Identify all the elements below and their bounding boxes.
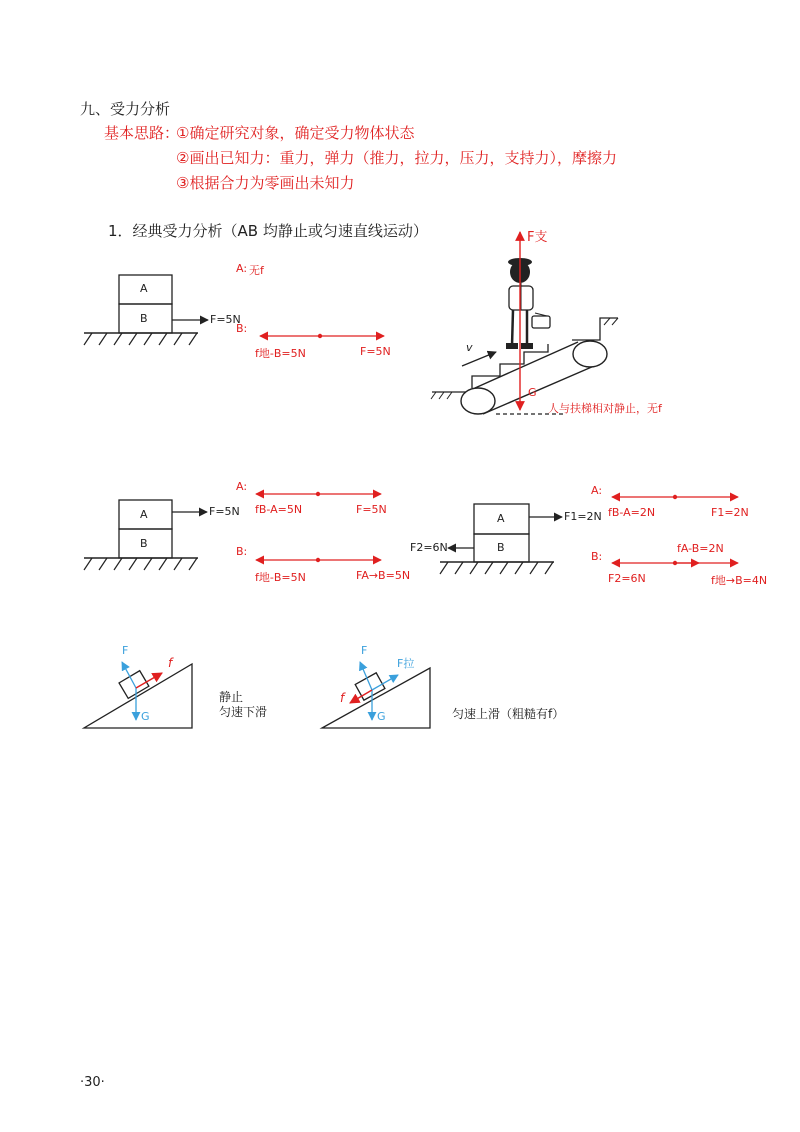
d3-b-left-force: F2=6N [608, 572, 646, 585]
escalator-velocity: v [466, 341, 473, 354]
incline2-caption: 匀速上滑（粗糙有f） [452, 707, 565, 721]
incline1-caption-line1: 静止 [219, 690, 244, 704]
d2-block-b-label: B [140, 537, 148, 550]
page-number: ·30· [80, 1075, 105, 1090]
escalator-illustration [431, 258, 618, 414]
incline2-support-label: F [361, 644, 368, 657]
incline1-caption-line2: 匀速下滑 [219, 705, 268, 719]
d3-a-right-force: F1=2N [711, 506, 749, 519]
d3-block-b-label: B [497, 541, 505, 554]
step-2: ②画出已知力：重力，弹力（推力，拉力，压力，支持力），摩擦力 [176, 149, 617, 167]
incline1-gravity-label: G [141, 710, 150, 723]
step-1: ①确定研究对象，确定受力物体状态 [176, 124, 415, 142]
incline2-gravity-label: G [377, 710, 386, 723]
d3-a-label: A: [591, 484, 603, 497]
section-title: 九、受力分析 [80, 100, 171, 118]
d3-b-right-force: f地→B=4N [711, 574, 768, 587]
d3-b-top-force: fA-B=2N [677, 542, 724, 555]
diagram1-b-force-line [260, 334, 384, 338]
thinking-label: 基本思路： [104, 124, 180, 142]
d2-a-right-force: F=5N [356, 503, 387, 516]
incline2-pull-label: F拉 [397, 657, 415, 670]
incline2-friction-label: f [340, 691, 345, 705]
d3-block-a-label: A [497, 512, 505, 525]
d2-b-right-force: FA→B=5N [356, 569, 411, 582]
d1-block-b-label: B [140, 312, 148, 325]
d2-block-a-label: A [140, 508, 148, 521]
d3-a-left-force: fB-A=2N [608, 506, 656, 519]
d1-block-a-label: A [140, 282, 148, 295]
d1-a-result: 无f [249, 264, 264, 277]
d3-force-f1: F1=2N [564, 510, 602, 523]
incline2-drawing [322, 662, 430, 728]
incline1-support-label: F [122, 644, 129, 657]
d1-a-label: A: [236, 262, 248, 275]
d2-a-left-force: fB-A=5N [255, 503, 303, 516]
d2-a-label: A: [236, 480, 248, 493]
step-3: ③根据合力为零画出未知力 [176, 174, 355, 192]
d1-b-right-force: F=5N [360, 345, 391, 358]
d1-applied-force: F=5N [210, 313, 241, 326]
incline1-drawing [84, 662, 192, 728]
escalator-note: 人与扶梯相对静止，无f [548, 402, 662, 415]
d3-force-f2: F2=6N [410, 541, 448, 554]
escalator-gravity: G [528, 386, 537, 399]
d1-b-left-force: f地-B=5N [255, 347, 306, 360]
escalator-force-up: F支 [527, 230, 548, 245]
d1-b-label: B: [236, 322, 248, 335]
subsection-title: 1．经典受力分析（AB 均静止或匀速直线运动） [108, 222, 428, 240]
d3-b-label: B: [591, 550, 603, 563]
d2-b-left-force: f地-B=5N [255, 571, 306, 584]
d2-applied-force: F=5N [209, 505, 240, 518]
d2-b-label: B: [236, 545, 248, 558]
incline1-friction-label: f [168, 656, 173, 670]
